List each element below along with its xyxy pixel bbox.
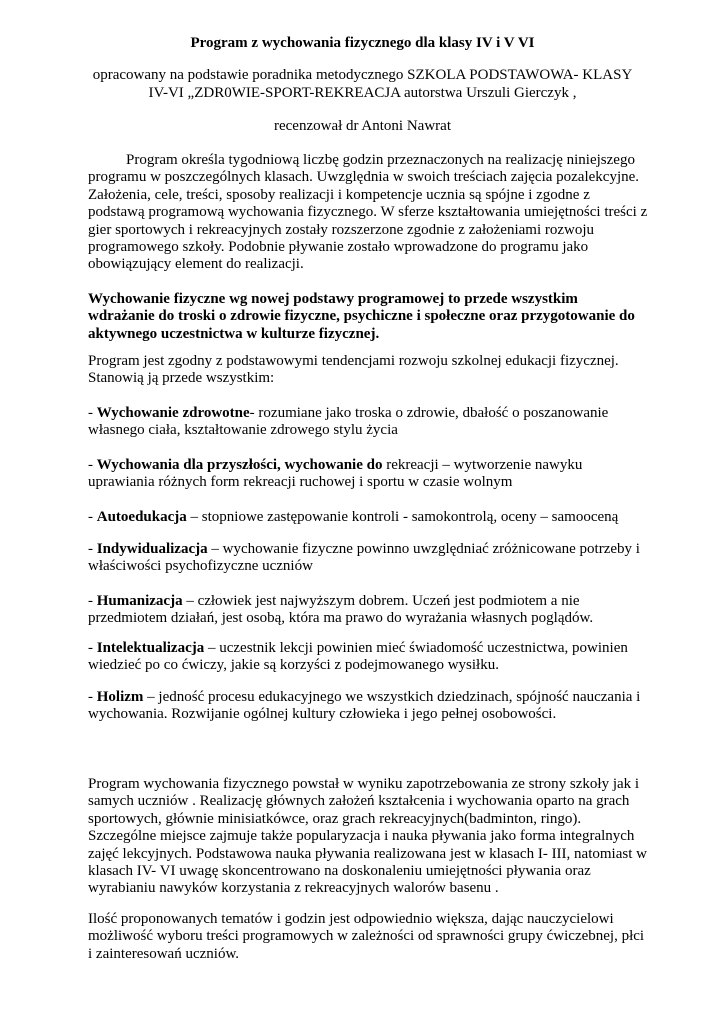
item-term: Humanizacja [96, 593, 183, 609]
list-item [88, 689, 648, 724]
reviewer-line: recenzował dr Antoni Nawrat [273, 118, 451, 134]
document-subtitle [60, 66, 665, 102]
item-term: Holizm [96, 689, 144, 705]
closing-paragraph: Ilość proponowanych tematów i godzin jest odpowiednio większa, dając nauczycielowi możliwość wyboru treści programowych w zależności od sprawności grupy ćwiczebnej, płci i zainteresowań uczniów. [88, 911, 645, 962]
item-dash: - [88, 509, 97, 525]
item-term: Wychowania dla przyszłości, wychowanie do [96, 457, 383, 473]
item-term: Wychowanie zdrowotne [96, 405, 250, 421]
item-text: – stopniowe zastępowanie kontroli - samokontrolą, oceny – samooceną [186, 509, 619, 525]
intro-paragraph: Program określa tygodniową liczbę godzin przeznaczonych na realizację niniejszego programu w poszczególnych klasach. Uwzględnia w swoich treściach zajęcia pozalekcyjne. Założenia, cele, treści, sposoby realizacji i kompetencje ucznia są spójne i zgodne z podstawą programową wychowania fizycznego. W sferze kształtowania umiejętności treści z gier sportowych i rekreacyjnych zostały rozszerzone zgodnie z założeniami rozwoju programowego szkoły. Podobnie pływanie zostało wprowadzone do programu jako obowiązujący element do realizacji. [88, 152, 648, 273]
list-item [88, 541, 648, 576]
item-term: Intelektualizacja [96, 640, 205, 656]
origin-paragraph: Program wychowania fizycznego powstał w wyniku zapotrzebowania ze strony szkoły jak i samych uczniów . Realizację głównych założeń kształcenia i wychowania oparto na grach sportowych, głównie minisiatkówce, oraz grach rekreacyjnych(badminton, ringo). Szczególne miejsce zajmuje także popularyzacja i nauka pływania jako forma integralnych zajęć lekcyjnych. Podstawowa nauka pływania realizowana jest w klasach I- III, natomiast w klasach IV- VI uwagę skoncentrowano na doskonaleniu umiejętności pływania oraz wyrabianiu nawyków korzystania z rekreacyjnych walorów basenu . [88, 776, 647, 897]
list-item [88, 405, 648, 440]
subtitle-line-1: opracowany na podstawie poradnika metodycznego SZKOLA PODSTAWOWA- KLASY [92, 67, 633, 83]
item-text: – uczestnik lekcji powinien mieć świadomość uczestnictwa, powinien wiedzieć po co ćwiczy, jakie są korzyści z podejmowanego wysiłku. [88, 640, 628, 674]
document-title: Program z wychowania fizycznego dla klasy IV i V VI [190, 35, 535, 51]
item-dash: - [88, 457, 97, 473]
tendencies-intro: Program jest zgodny z podstawowymi tendencjami rozwoju szkolnej edukacji fizycznej. Stanowią ją przede wszystkim: [88, 353, 619, 387]
item-text: rekreacji – wytworzenie nawyku uprawiania różnych form rekreacji ruchowej i sportu w czasie wolnym [88, 457, 583, 491]
list-item [88, 509, 648, 526]
item-dash: - [88, 593, 97, 609]
item-text: – człowiek jest najwyższym dobrem. Uczeń jest podmiotem a nie przedmiotem działań, jest osobą, która ma prawo do wyrażania własnych poglądów. [88, 593, 594, 627]
list-item [88, 593, 648, 628]
item-dash: - [88, 689, 97, 705]
subtitle-line-2: IV-VI „ZDR0WIE-SPORT-REKREACJA autorstwa Urszuli Gierczyk , [148, 85, 577, 101]
item-term: Autoedukacja [96, 509, 187, 525]
item-dash: - [88, 405, 97, 421]
item-text: – jedność procesu edukacyjnego we wszystkich dziedzinach, spójność nauczania i wychowania. Rozwijanie ogólnej kultury człowieka i jego pełnej osobowości. [88, 689, 641, 723]
item-term: Indywidualizacja [96, 541, 208, 557]
item-text: – wychowanie fizyczne powinno uwzględniać zróżnicowane potrzeby i właściwości psychofizyczne uczniów [88, 541, 640, 575]
bold-statement: Wychowanie fizyczne wg nowej podstawy programowej to przede wszystkim wdrażanie do troski o zdrowie fizyczne, psychiczne i społeczne oraz przygotowanie do aktywnego uczestnictwa w kulturze fizycznej. [88, 291, 635, 342]
item-dash: - [88, 541, 97, 557]
list-item [88, 457, 648, 492]
item-dash: - [88, 640, 97, 656]
item-text: - rozumiane jako troska o zdrowie, dbałość o poszanowanie własnego ciała, kształtowanie zdrowego stylu życia [88, 405, 609, 439]
list-item [88, 640, 648, 675]
